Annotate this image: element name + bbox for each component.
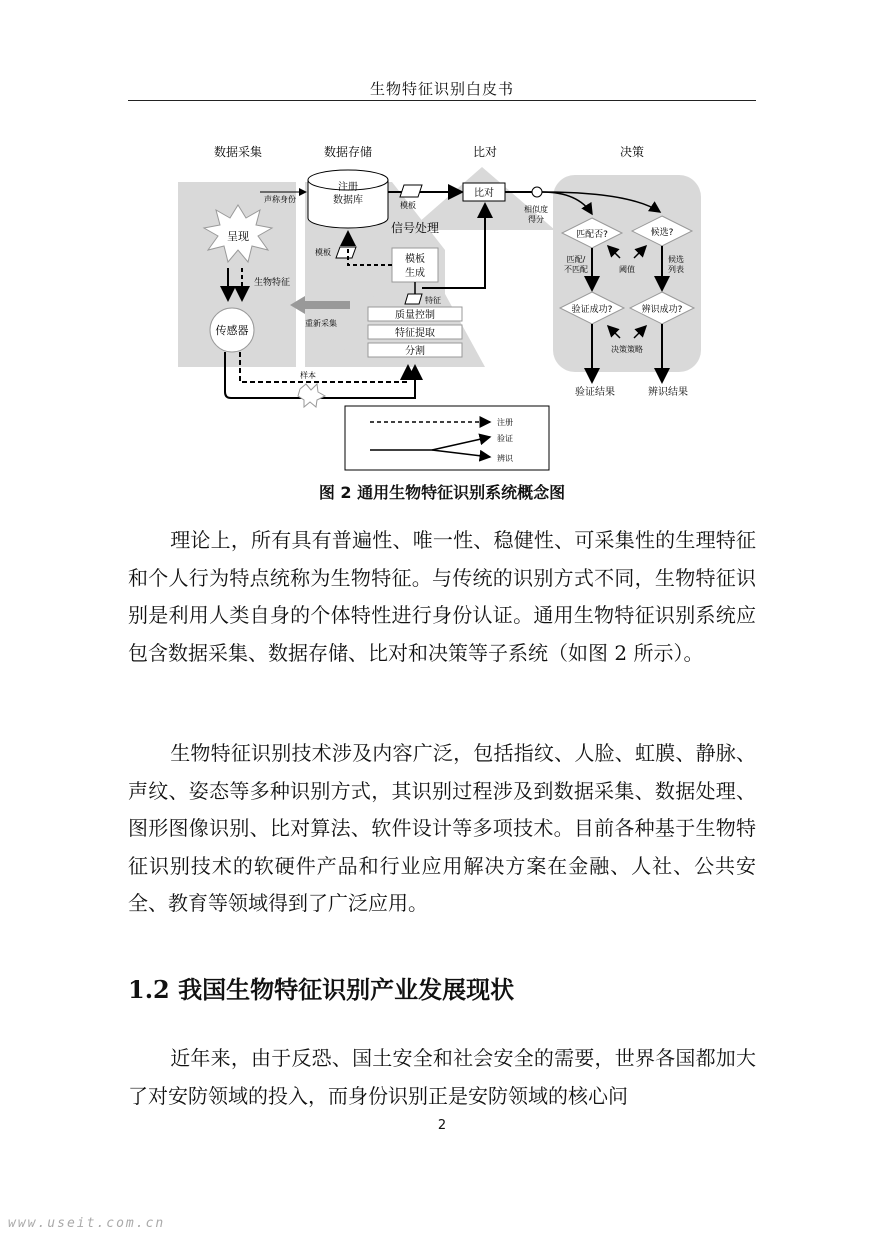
segmentation-label: 分割: [405, 346, 425, 357]
page-header: 生物特征识别白皮书: [369, 80, 514, 98]
template-left-icon: [336, 247, 356, 258]
legend-identify: 辨识: [497, 454, 513, 463]
match-q-label: 匹配否?: [576, 230, 608, 240]
match-nomatch-label-2: 不匹配: [564, 265, 588, 274]
feature-extraction-label: 特征提取: [395, 328, 435, 339]
compare-box-label: 比对: [474, 188, 494, 199]
section-compare: 比对: [472, 145, 498, 159]
candidate-list-label-2: 列表: [668, 265, 684, 274]
database-label: 数据库: [333, 195, 363, 206]
legend-enroll: 注册: [497, 418, 513, 427]
threshold-label: 阈值: [619, 265, 635, 274]
figure-caption: 图 2 通用生物特征识别系统概念图: [318, 483, 566, 502]
feature-icon: [405, 294, 422, 304]
claim-identity-label: 声称身份: [264, 195, 296, 204]
template-gen-label-1: 模板: [405, 254, 425, 265]
biometric-label: 生物特征: [254, 278, 291, 288]
template-top-icon: [400, 185, 422, 197]
paragraph-3-text: 近年来，由于反恐、国土安全和社会安全的需要，世界各国都加大了对安防领域的投入，而身份识别正是安防领域的核心问: [128, 1046, 756, 1108]
sample-label: 样本: [300, 371, 316, 380]
template-top-label: 模板: [400, 201, 416, 210]
identify-result-label: 辨识结果: [648, 387, 688, 398]
header-rule: [128, 100, 756, 101]
legend-verify: 验证: [497, 434, 513, 443]
match-nomatch-label-1: 匹配/: [566, 255, 586, 264]
feature-label: 特征: [425, 296, 441, 305]
paragraph-1: [128, 522, 756, 672]
watermark: www.useit.com.cn: [8, 1216, 166, 1231]
section-storage: 数据存储: [323, 145, 373, 159]
sample-burst: [298, 384, 325, 407]
paragraph-1-text: 理论上，所有具有普遍性、唯一性、稳健性、可采集性的生理特征和个人行为特点统称为生物特征。与传统的识别方式不同，生物特征识别是利用人类自身的个体特性进行身份认证。通用生物特征识别系统应包含数据采集、数据存储、比对和决策等子系统（如图 2 所示）。: [128, 528, 756, 665]
biometric-system-diagram: [160, 130, 720, 475]
enroll-label: 注册: [338, 182, 358, 193]
template-left-label: 模板: [315, 248, 331, 257]
verify-success-label: 验证成功?: [571, 305, 613, 315]
section-heading: 1.2 我国生物特征识别产业发展现状: [128, 975, 515, 1004]
present-label: 呈现: [227, 230, 249, 243]
paragraph-3: [128, 1040, 756, 1115]
candidate-q-label: 候选?: [650, 228, 674, 238]
sensor-label: 传感器: [215, 324, 249, 337]
candidate-list-label-1: 候选: [668, 255, 684, 264]
similarity-label: 相似度: [524, 205, 548, 214]
legend: [345, 406, 549, 470]
template-gen-label-2: 生成: [405, 268, 425, 279]
paragraph-2: [128, 735, 756, 923]
verify-result-label: 验证结果: [575, 387, 615, 398]
recapture-label: 重新采集: [305, 319, 337, 328]
decision-policy-label: 决策策略: [611, 345, 643, 354]
section-decision: 决策: [619, 145, 645, 159]
paragraph-2-text: 生物特征识别技术涉及内容广泛，包括指纹、人脸、虹膜、静脉、声纹、姿态等多种识别方式，其识别过程涉及到数据采集、数据处理、图形图像识别、比对算法、软件设计等多项技术。目前各种基于生物特征识别技术的软硬件产品和行业应用解决方案在金融、人社、公共安全、教育等领域得到了广泛应用。: [128, 741, 756, 916]
quality-control-label: 质量控制: [395, 310, 435, 321]
score-label: 得分: [528, 215, 544, 224]
section-collection: 数据采集: [213, 145, 263, 159]
identify-success-label: 辨识成功?: [641, 305, 683, 315]
page-number: 2: [437, 1118, 447, 1133]
signal-processing-label: 信号处理: [390, 221, 440, 235]
